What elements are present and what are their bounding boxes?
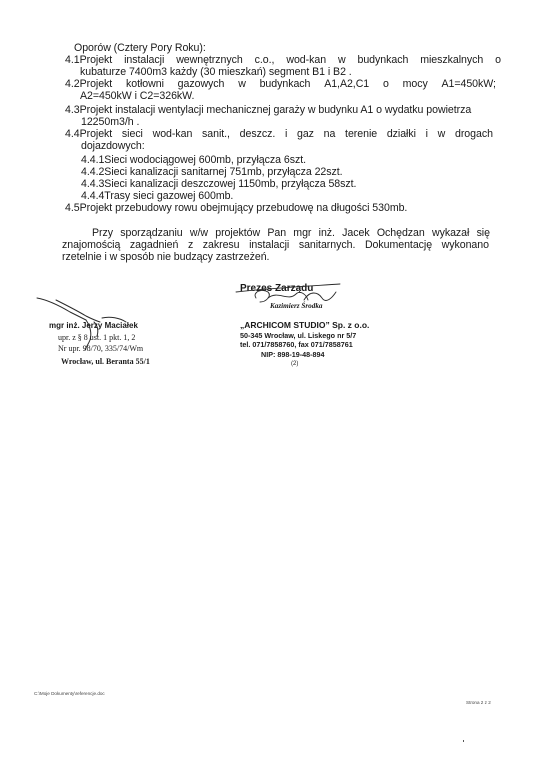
word: budynkach (357, 54, 409, 66)
word: mocy (402, 78, 428, 90)
word: w/w (189, 227, 208, 239)
stamp-signer-name: Kazimierz Środka (270, 302, 323, 310)
word: na (323, 128, 336, 140)
word: się (476, 227, 490, 239)
text-line: 4.4.2Sieci kanalizacji sanitarnej 751mb, przyłącza 22szt. (81, 166, 343, 178)
word: i (284, 128, 288, 140)
word: w (238, 78, 246, 90)
text-line: Oporów (Cztery Pory Roku): (74, 42, 206, 54)
text-line: 4.4.4Trasy sieci gazowej 600mb. (81, 190, 234, 202)
engineer-license-number: Nr upr. 98/70, 335/74/Wm (58, 344, 144, 353)
text-line: A2=450kW i C2=326kW. (80, 90, 195, 102)
text-line: 4.4.3Sieci kanalizacji deszczowej 1150mb, przyłącza 58szt. (81, 178, 357, 190)
word: sanitarnych. (298, 239, 356, 251)
page-number: Strona 2 z 2 (466, 700, 491, 705)
word: wewnętrznych (176, 54, 243, 66)
word: Jacek (342, 227, 370, 239)
text-line: 12250m3/h . (81, 116, 140, 128)
word: sanit., (202, 128, 230, 140)
word: instalacji (124, 54, 165, 66)
word: A1=450kW; (441, 78, 496, 90)
word: zagadnień (129, 239, 179, 251)
word: 4.2Projekt (65, 78, 113, 90)
word: w (337, 54, 346, 66)
company-name: „ARCHICOM STUDIO” Sp. z o.o. (240, 320, 370, 330)
word: z (187, 239, 194, 251)
stamp-mark: (2) (291, 361, 299, 367)
engineer-license: upr. z § 8 ust. 1 pkt. 1, 2 (58, 333, 136, 342)
word: znajomością (62, 239, 121, 251)
text-line: rzetelnie i w sposób nie budzący zastrzeżeń. (62, 251, 270, 263)
word: wod-kan (286, 54, 327, 66)
text-line: 4.5Projekt przebudowy rowu obejmujący przebudowę na długości 530mb. (65, 202, 408, 214)
word: mieszkalnych (420, 54, 484, 66)
word: mgr (293, 227, 312, 239)
word: w (437, 128, 446, 140)
word: Przy (92, 227, 113, 239)
engineer-name: mgr inż. Jerzy Maciałek (49, 321, 138, 330)
word: deszcz. (239, 128, 276, 140)
word: wykazał (431, 227, 470, 239)
word: Ochędzan (376, 227, 425, 239)
word: 4.4Projekt (65, 128, 113, 140)
text-line: kubaturze 7400m3 każdy (30 mieszkań) segment B1 i B2 . (80, 66, 352, 78)
word: sporządzaniu (120, 227, 183, 239)
word: o (382, 78, 389, 90)
word: zakresu (202, 239, 240, 251)
word: Pan (267, 227, 287, 239)
word: wod-kan (152, 128, 193, 140)
word: terenie (345, 128, 378, 140)
word: wykonano (441, 239, 489, 251)
word: c.o., (254, 54, 275, 66)
text-line: 4.3Projekt instalacji wentylacji mechanicznej garaży w budynku A1 o wydatku powietrza (65, 104, 472, 116)
word: budynkach (259, 78, 311, 90)
word: i (425, 128, 428, 140)
word: drogach (454, 128, 493, 140)
word: instalacji (249, 239, 290, 251)
word: o (495, 54, 501, 66)
word: działki (386, 128, 416, 140)
word: A1,A2,C1 (324, 78, 370, 90)
company-address: 50-345 Wrocław, ul. Liskego nr 5/7 (240, 331, 357, 340)
word: gaz (296, 128, 314, 140)
scan-speck (463, 740, 464, 742)
stamp-title: Prezes Zarządu (240, 283, 314, 294)
text-line: 4.4.1Sieci wodociągowej 600mb, przyłącza 6szt. (81, 154, 306, 166)
file-path: C:\Moje Dokumenty\referencje.doc (34, 691, 105, 696)
word: Dokumentację (364, 239, 433, 251)
text-line: dojazdowych: (81, 140, 145, 152)
word: gazowych (177, 78, 225, 90)
word: kotłowni (126, 78, 164, 90)
company-nip: NIP: 898-19-48-894 (261, 350, 325, 359)
word: 4.1Projekt (65, 54, 113, 66)
word: projektów (215, 227, 261, 239)
company-phone: tel. 071/7858760, fax 071/7858761 (240, 340, 353, 349)
word: inż. (318, 227, 335, 239)
engineer-address: Wrocław, ul. Beranta 55/1 (61, 357, 150, 366)
word: sieci (121, 128, 143, 140)
